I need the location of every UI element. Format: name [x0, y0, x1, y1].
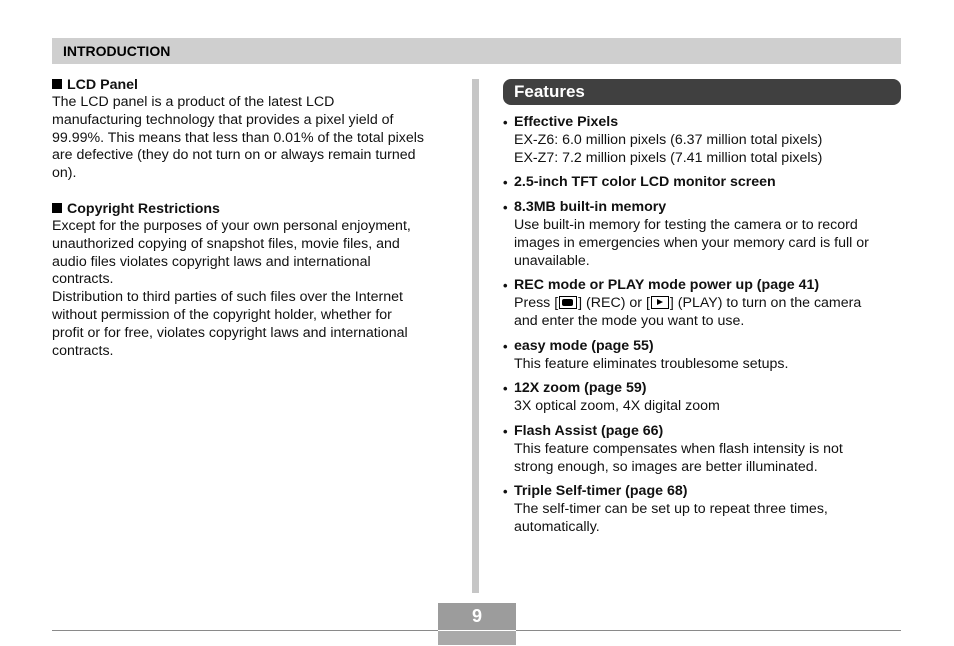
list-item: • 12X zoom (page 59) 3X optical zoom, 4X digital zoom	[503, 380, 720, 415]
square-bullet-icon	[52, 203, 62, 213]
copyright-text: Except for the purposes of your own personal enjoyment, unauthorized copying of snapshot files, movie files, and audio files violates copyright laws and international contracts. Distribution to third parties of such files over the Internet without permission of the copyright holder, whether for profit or for free, violates copyright laws and international contracts.	[52, 217, 411, 359]
copyright-heading: Copyright Restrictions	[52, 200, 462, 218]
list-item: • REC mode or PLAY mode power up (page 41) Press [ ] (REC) or [ ] (PLAY) to turn on the camera and enter the mode you want to use.	[503, 277, 862, 329]
square-bullet-icon	[52, 79, 62, 89]
bullet-icon: •	[503, 200, 508, 216]
bullet-icon: •	[503, 175, 508, 191]
bullet-icon: •	[503, 381, 508, 397]
page-number-tab	[438, 603, 516, 645]
bullet-icon: •	[503, 115, 508, 130]
left-column	[52, 76, 462, 360]
lcd-panel-text: The LCD panel is a product of the latest LCD manufacturing technology that provides a pixel yield of 99.99%. This means that less than 0.01% of the total pixels are defective (they do not turn on or always remain turned on).	[52, 94, 424, 182]
features-heading: Features	[503, 79, 901, 105]
list-item: • 2.5-inch TFT color LCD monitor screen	[503, 174, 776, 191]
column-divider	[472, 79, 479, 593]
bullet-icon: •	[503, 278, 508, 294]
lcd-panel-heading: LCD Panel	[52, 76, 462, 94]
bullet-icon: •	[503, 484, 508, 500]
bullet-icon: •	[503, 423, 508, 439]
page-number: 9	[438, 603, 516, 630]
bullet-icon: •	[503, 338, 508, 354]
section-header	[52, 38, 901, 64]
camera-icon	[559, 296, 577, 309]
features-list	[503, 114, 901, 537]
play-icon	[651, 296, 669, 309]
right-column	[503, 79, 901, 537]
list-item: • Triple Self-timer (page 68) The self-timer can be set up to repeat three times, automatically.	[503, 483, 828, 535]
list-item: • Effective Pixels EX-Z6: 6.0 million pixels (6.37 million total pixels) EX-Z7: 7.2 million pixels (7.41 million total pixels)	[503, 114, 823, 166]
list-item: • 8.3MB built-in memory Use built-in memory for testing the camera or to record images in emergencies when your memory card is full or unavailable.	[503, 199, 869, 269]
section-label: INTRODUCTION	[63, 43, 171, 59]
list-item: • Flash Assist (page 66) This feature compensates when flash intensity is not strong enough, so images are better illuminated.	[503, 422, 843, 475]
list-item: • easy mode (page 55) This feature eliminates troublesome setups.	[503, 337, 789, 372]
